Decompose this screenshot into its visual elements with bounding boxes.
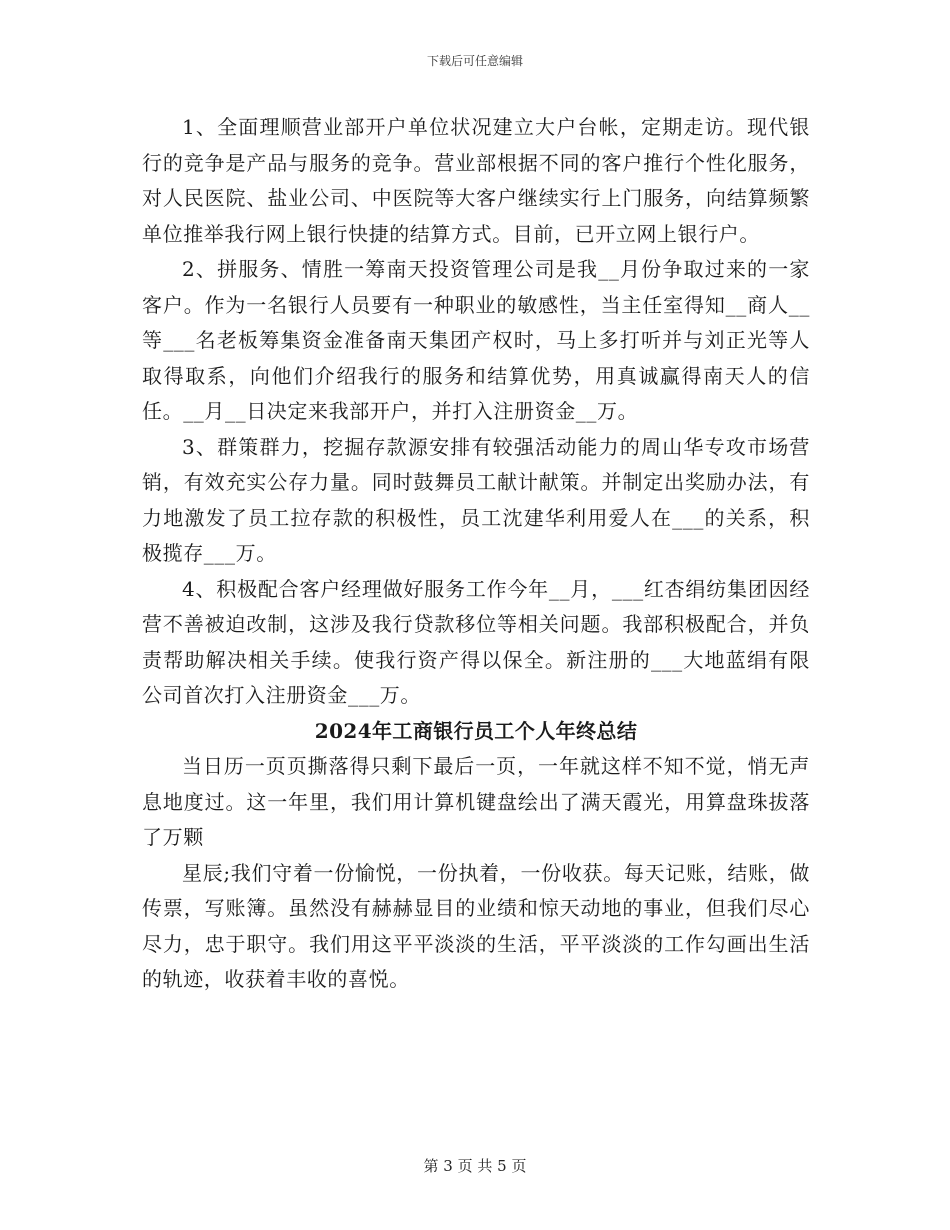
page-number: 第 3 页 共 5 页 bbox=[423, 1157, 527, 1175]
document-body bbox=[142, 110, 810, 998]
paragraph-2: 2、拼服务、情胜一筹南天投资管理公司是我__月份争取过来的一家客户。作为一名银行人员要有一种职业的敏感性，当主任室得知__商人__等___名老板筹集资金准备南天集团产权时，马上多打听并与刘正光等人取得取系，向他们介绍我行的服务和结算优势，用真诚赢得南天人的信任。__月__日决定来我部开户，并打入注册资金__万。 bbox=[142, 257, 810, 423]
section-title: 2024年工商银行员工个人年终总结 bbox=[314, 718, 638, 743]
header-note: 下载后可任意编辑 bbox=[426, 54, 523, 68]
paragraph-5: 当日历一页页撕落得只剩下最后一页，一年就这样不知不觉，悄无声息地度过。这一年里，我们用计算机键盘绘出了满天霞光，用算盘珠拔落了万颗 bbox=[142, 754, 810, 849]
paragraph-3: 3、群策群力，挖掘存款源安排有较强活动能力的周山华专攻市场营销，有效充实公存力量。同时鼓舞员工献计献策。并制定出奖励办法，有力地激发了员工拉存款的积极性，员工沈建华利用爱人在___的关系，积极揽存___万。 bbox=[142, 434, 810, 565]
paragraph-1: 1、全面理顺营业部开户单位状况建立大户台帐，定期走访。现代银行的竞争是产品与服务的竞争。营业部根据不同的客户推行个性化服务，对人民医院、盐业公司、中医院等大客户继续实行上门服务，向结算频繁单位推举我行网上银行快捷的结算方式。目前，已开立网上银行户。 bbox=[142, 115, 810, 246]
paragraph-6: 星辰;我们守着一份愉悦，一份执着，一份收获。每天记账，结账，做传票，写账簿。虽然没有赫赫显目的业绩和惊天动地的事业，但我们尽心尽力，忠于职守。我们用这平平淡淡的生活，平平淡淡的工作勾画出生活的轨迹，收获着丰收的喜悦。 bbox=[142, 860, 810, 991]
paragraph-4: 4、积极配合客户经理做好服务工作今年__月，___红杏绢纺集团因经营不善被迫改制，这涉及我行贷款移位等相关问题。我部积极配合，并负责帮助解决相关手续。使我行资产得以保全。新注册的___大地蓝绢有限公司首次打入注册资金___万。 bbox=[142, 576, 810, 707]
